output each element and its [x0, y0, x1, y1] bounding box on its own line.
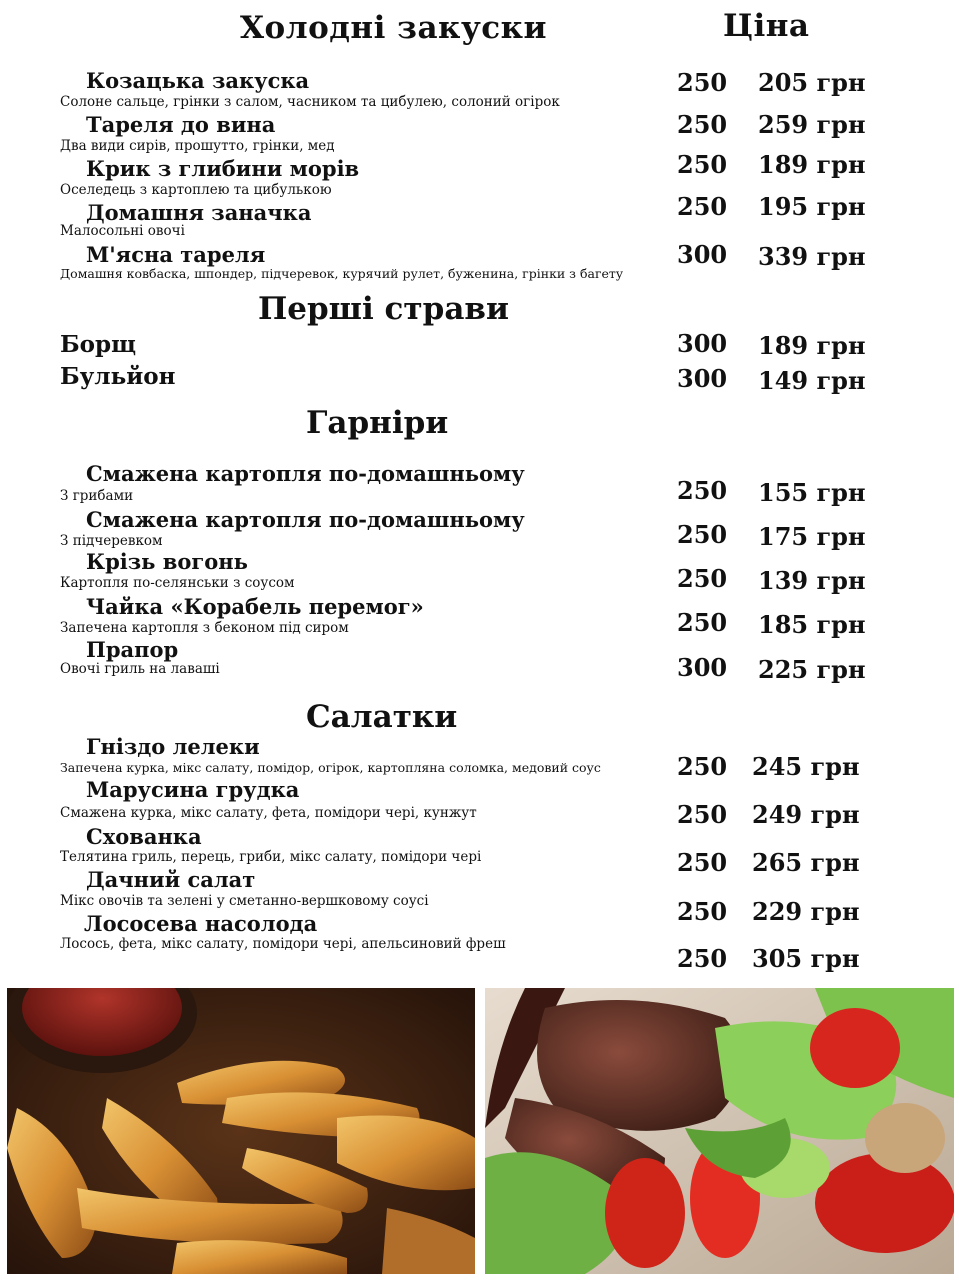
menu-item-name: Домашня заначка: [86, 200, 312, 225]
menu-item-weight: 300: [677, 240, 728, 269]
menu-item-desc: Оселедець з картоплею та цибулькою: [60, 182, 332, 198]
menu-item-desc: Два види сирів, прошутто, грінки, мед: [60, 138, 335, 154]
menu-item-weight: 300: [677, 364, 728, 393]
menu-item-price: 185 грн: [758, 610, 866, 639]
menu-item-price: 249 грн: [752, 800, 860, 829]
menu-item-price: 175 грн: [758, 522, 866, 551]
menu-item-price: 189 грн: [758, 331, 866, 360]
menu-item-name: Чайка «Корабель перемог»: [86, 594, 424, 619]
menu-item-weight: 300: [677, 329, 728, 358]
menu-item-name: Схованка: [86, 824, 202, 849]
menu-item-price: 339 грн: [758, 242, 866, 271]
menu-item-name: Смажена картопля по-домашньому: [86, 461, 525, 486]
menu-item-price: 305 грн: [752, 944, 860, 973]
menu-item-weight: 250: [677, 848, 728, 877]
menu-item-price: 139 грн: [758, 566, 866, 595]
price-column-header: Ціна: [723, 8, 810, 44]
menu-item-price: 205 грн: [758, 68, 866, 97]
beef-salad-photo: [485, 988, 954, 1274]
menu-item-weight: 250: [677, 476, 728, 505]
menu-item-name: Лососева насолода: [84, 911, 318, 936]
menu-item-name: Гніздо лелеки: [86, 734, 260, 759]
menu-item-desc: Запечена картопля з беконом під сиром: [60, 620, 349, 636]
menu-item-name: Марусина грудка: [86, 777, 300, 802]
menu-item-name: Тареля до вина: [86, 112, 276, 137]
menu-item-price: 195 грн: [758, 192, 866, 221]
menu-item-price: 229 грн: [752, 897, 860, 926]
menu-item-weight: 250: [677, 192, 728, 221]
menu-item-desc: Запечена курка, мікс салату, помідор, огірок, картопляна соломка, медовий соус: [60, 760, 601, 775]
menu-item-weight: 250: [677, 752, 728, 781]
menu-item-name: Прапор: [86, 637, 179, 662]
menu-item-desc: З підчеревком: [60, 533, 163, 549]
section-title-cold-appetizers: Холодні закуски: [240, 10, 548, 46]
menu-item-desc: Картопля по-селянськи з соусом: [60, 575, 295, 591]
menu-item-desc: Лосось, фета, мікс салату, помідори чері, апельсиновий фреш: [60, 936, 506, 952]
menu-item-weight: 250: [677, 608, 728, 637]
section-title-sides: Гарніри: [306, 405, 449, 441]
menu-item-weight: 250: [677, 520, 728, 549]
menu-item-desc: Домашня ковбаска, шпондер, підчеревок, курячий рулет, буженина, грінки з багету: [60, 266, 624, 281]
menu-item-weight: 250: [677, 68, 728, 97]
menu-item-name: Крізь вогонь: [86, 549, 248, 574]
menu-item-desc: Смажена курка, мікс салату, фета, помідори чері, кунжут: [60, 805, 477, 821]
menu-item-weight: 300: [677, 653, 728, 682]
menu-item-weight: 250: [677, 150, 728, 179]
menu-item-price: 245 грн: [752, 752, 860, 781]
menu-item-name: Бульйон: [60, 363, 176, 390]
menu-item-weight: 250: [677, 944, 728, 973]
menu-item-desc: Телятина гриль, перець, гриби, мікс салату, помідори чері: [60, 849, 482, 865]
menu-item-weight: 250: [677, 110, 728, 139]
menu-item-weight: 250: [677, 800, 728, 829]
menu-item-desc: З грибами: [60, 488, 134, 504]
menu-item-name: М'ясна тареля: [86, 242, 266, 267]
fried-potato-wedges-photo: [7, 988, 475, 1274]
menu-item-name: Борщ: [60, 331, 136, 358]
section-title-first-courses: Перші страви: [258, 291, 509, 327]
menu-item-desc: Мікс овочів та зелені у сметанно-вершковому соусі: [60, 893, 429, 909]
menu-item-weight: 250: [677, 564, 728, 593]
section-title-salads: Салатки: [306, 699, 458, 735]
menu-item-price: 155 грн: [758, 478, 866, 507]
menu-item-desc: Солоне сальце, грінки з салом, часником та цибулею, солоний огірок: [60, 94, 560, 110]
menu-item-price: 149 грн: [758, 366, 866, 395]
menu-item-name: Смажена картопля по-домашньому: [86, 507, 525, 532]
menu-item-weight: 250: [677, 897, 728, 926]
menu-item-name: Крик з глибини морів: [86, 156, 360, 181]
menu-item-name: Козацька закуска: [86, 68, 310, 93]
menu-item-price: 189 грн: [758, 150, 866, 179]
menu-item-name: Дачний салат: [86, 867, 256, 892]
menu-item-desc: Овочі гриль на лаваші: [60, 661, 220, 677]
menu-item-price: 225 грн: [758, 655, 866, 684]
menu-item-desc: Малосольні овочі: [60, 223, 185, 239]
menu-item-price: 265 грн: [752, 848, 860, 877]
menu-item-price: 259 грн: [758, 110, 866, 139]
